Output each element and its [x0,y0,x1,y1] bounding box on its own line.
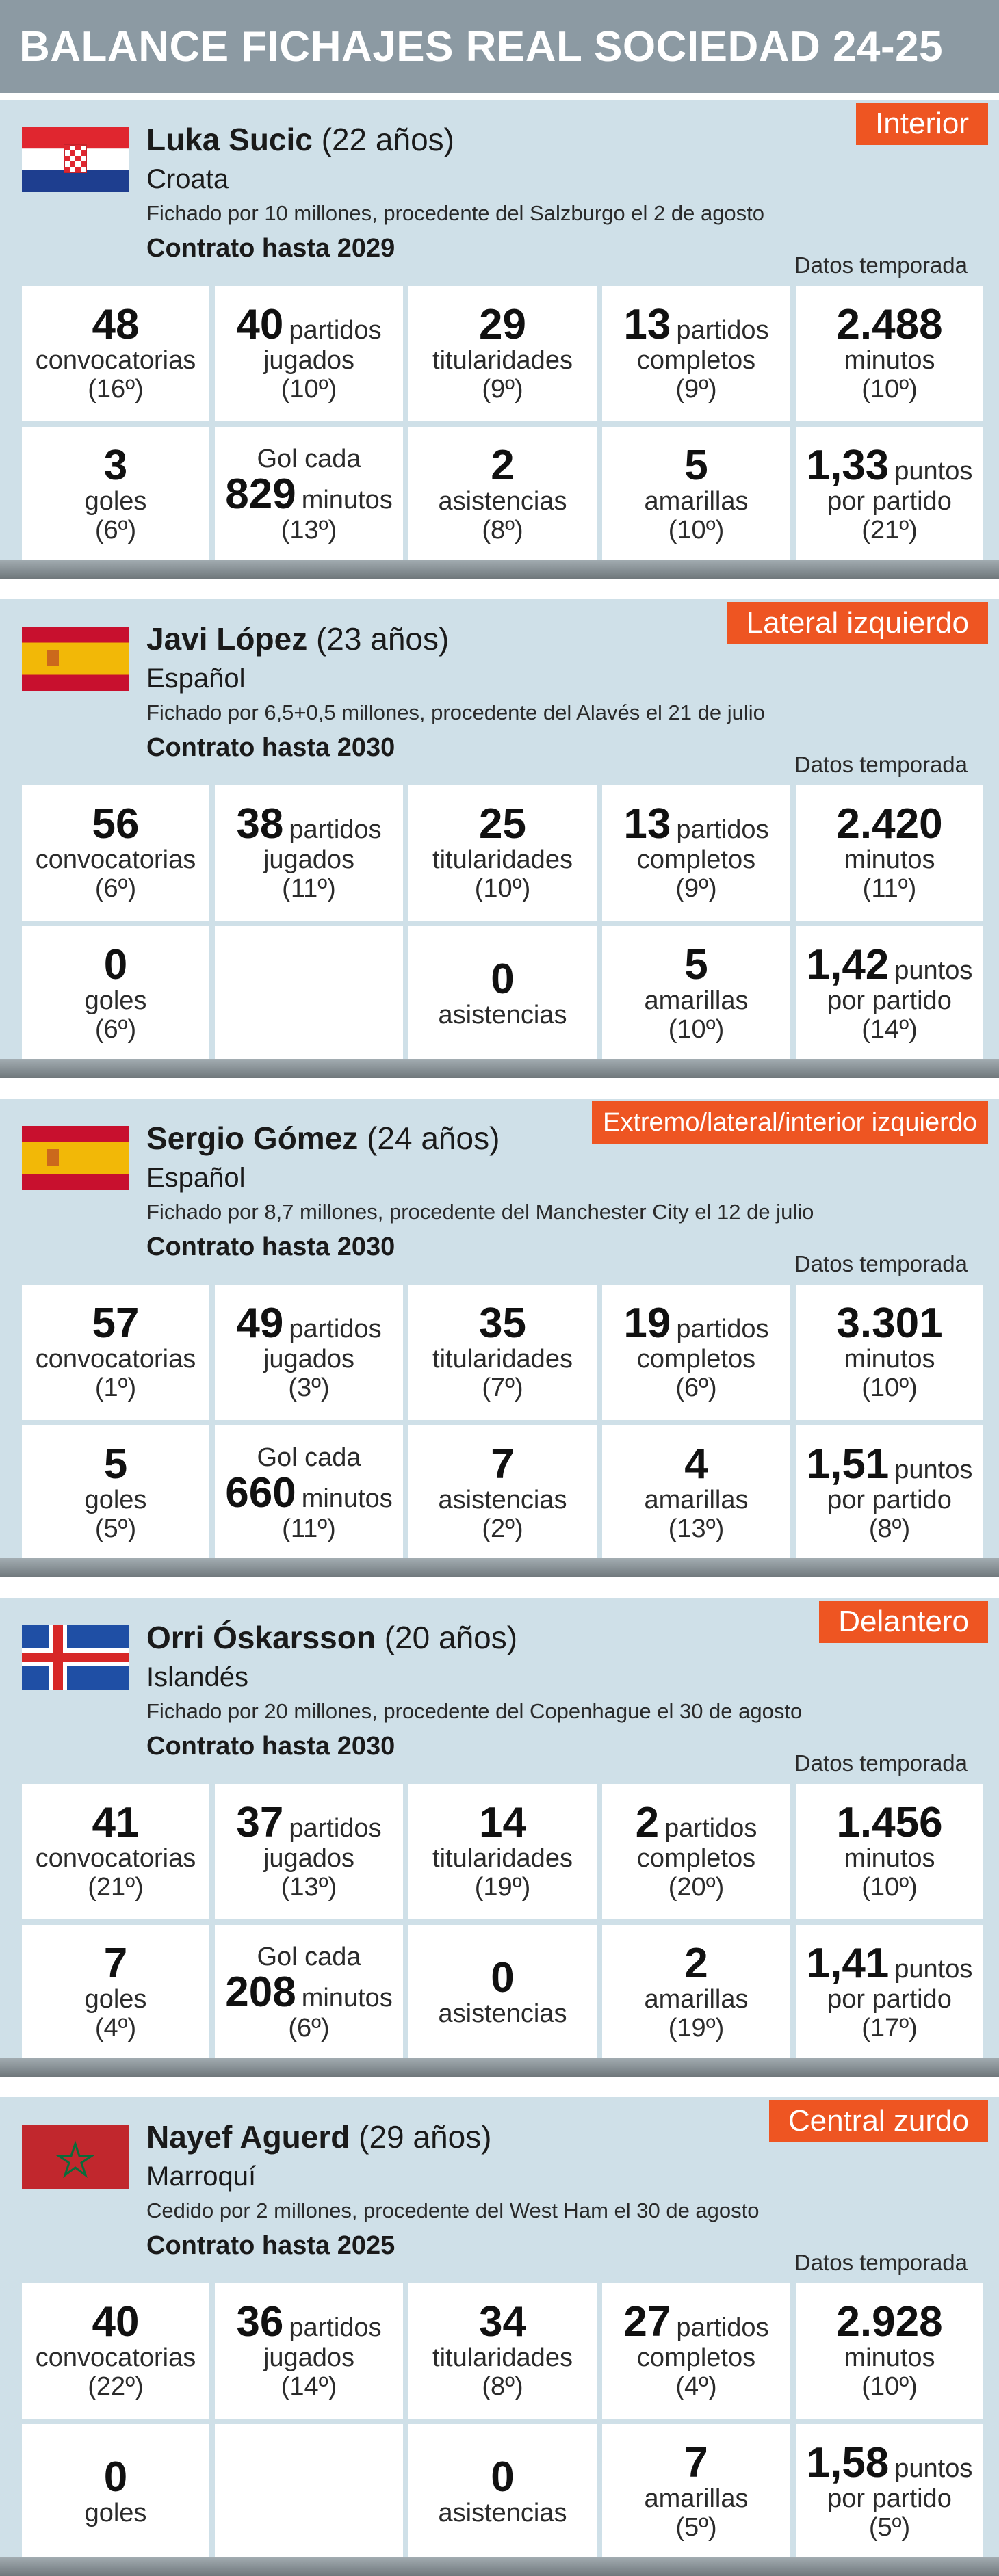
stat-rank: (21º) [88,1873,144,1902]
stat-label: convocatorias [35,1345,196,1374]
player-name [146,620,449,658]
stat-label: puntos [894,1456,973,1484]
stat-amarillas [602,427,790,562]
card-divider [0,2557,999,2576]
stat-label: puntos [894,2454,973,2483]
stat-label: minutos [844,845,935,874]
stat-value: 0 [103,2454,128,2501]
stat-rank: (9º) [482,375,523,404]
stat-rank: (19º) [474,1873,531,1902]
stat-label-secondary: jugados [263,346,355,375]
contract-info: Contrato hasta 2030 [146,733,395,762]
player-name [146,120,454,159]
stat-minutos [796,1285,983,1420]
stat-value-row [806,1940,973,1987]
stat-value: 7 [684,2439,708,2486]
stat-minutos [796,286,983,421]
stat-label-secondary: por partido [827,1486,952,1514]
stat-value-row [236,301,382,348]
stat-gol-cada [215,926,403,1062]
stat-convocatorias [22,286,209,421]
player-age: (20 años) [384,1620,518,1655]
stat-value: 0 [491,2454,515,2501]
stat-label-secondary: completos [636,2343,756,2372]
stat-convocatorias [22,1285,209,1420]
stat-value: 48 [92,301,140,348]
stat-jugados [215,1285,403,1420]
player-nationality: Marroquí [146,2161,257,2192]
player-name [146,1119,500,1157]
stats-grid [22,2283,983,2560]
player-age: (22 años) [321,122,454,157]
stat-value: 1,51 [806,1441,890,1488]
stat-value-row [623,800,769,847]
stat-convocatorias [22,785,209,921]
stat-rank: (8º) [482,2372,523,2401]
stat-goles [22,1925,209,2060]
stat-value: 1,58 [806,2439,890,2486]
stat-value-row [236,800,382,847]
stat-value: 2 [635,1799,660,1846]
stat-completos [602,2283,790,2419]
stat-value: 1,41 [806,1940,890,1987]
stat-label-secondary: jugados [263,845,355,874]
stat-value: 49 [236,1300,284,1347]
stat-label: Gol cada [257,1943,361,1971]
stat-rank: (10º) [281,375,337,404]
season-label: Datos temporada [794,1251,968,1276]
stat-rank: (16º) [88,375,144,404]
player-name-text: Nayef Aguerd [146,2119,350,2155]
stat-label: convocatorias [35,1844,196,1873]
player-name-text: Luka Sucic [146,122,313,157]
stat-label: Gol cada [257,1443,361,1472]
stats-grid [22,286,983,562]
stat-label-secondary: jugados [263,1844,355,1873]
stat-label-secondary: por partido [827,1985,952,2014]
stat-label: asistencias [438,487,567,516]
stat-label: puntos [894,1955,973,1984]
stat-titularidades [408,1285,597,1420]
stat-value: 34 [479,2298,526,2345]
transfer-info: Fichado por 20 millones, procedente del Copenhague el 30 de agosto [146,1699,803,1723]
stat-puntos [796,1425,983,1561]
card-divider [0,2058,999,2077]
stat-value: 25 [479,800,526,847]
stat-rank: (11º) [282,1514,336,1543]
stat-rank: (19º) [668,2014,725,2042]
stat-label: amarillas [644,2484,749,2513]
player-name-text: Sergio Gómez [146,1120,359,1156]
stat-jugados [215,785,403,921]
stat-value-row [225,1469,393,1516]
stat-goles [22,2424,209,2560]
stat-value-row [236,1799,382,1846]
position-tag: Extremo/lateral/interior izquierdo [592,1101,988,1144]
player-name-text: Javi López [146,621,308,657]
stat-value: 5 [103,1441,128,1488]
stat-label-secondary: por partido [827,986,952,1015]
stat-value: 40 [236,301,284,348]
page-header [0,0,999,93]
stat-titularidades [408,1784,597,1919]
stat-rank: (14º) [281,2372,337,2401]
stat-rank: (8º) [482,516,523,544]
stat-rank: (6º) [94,874,137,903]
stat-rank: (17º) [861,2014,918,2042]
stat-label: minutos [844,1345,935,1374]
stat-label: partidos [289,1814,382,1843]
stat-rank: (3º) [288,1374,330,1402]
stat-rank: (4º) [94,2014,137,2042]
stat-jugados [215,1784,403,1919]
stat-value: 3 [103,442,128,489]
stat-rank: (10º) [861,2372,918,2401]
stat-amarillas [602,2424,790,2560]
stat-convocatorias [22,1784,209,1919]
player-nationality: Español [146,663,246,694]
season-label: Datos temporada [794,752,968,777]
stat-value-row [623,301,769,348]
stat-value: 40 [92,2298,140,2345]
stat-label-secondary: minutos [301,1984,393,2012]
stat-label: asistencias [438,1486,567,1514]
transfer-info: Cedido por 2 millones, procedente del West Ham el 30 de agosto [146,2198,760,2222]
stat-value: 829 [225,471,296,518]
spain-flag [22,627,129,691]
stat-label: minutos [844,346,935,375]
player-card [0,599,999,1078]
stat-titularidades [408,286,597,421]
stat-label: asistencias [438,2499,567,2527]
stat-value-row [225,1971,393,2014]
stat-goles [22,1425,209,1561]
stat-value-row [236,2298,382,2345]
stat-titularidades [408,785,597,921]
position-tag: Interior [856,103,988,145]
stat-label: amarillas [644,1486,749,1514]
stat-value: 38 [236,800,284,847]
stat-value: 2.420 [836,800,943,847]
stat-puntos [796,427,983,562]
stat-label-secondary: completos [636,845,756,874]
stat-label: convocatorias [35,845,196,874]
stat-label: Gol cada [257,445,361,473]
stat-label: partidos [289,815,382,844]
stat-completos [602,1784,790,1919]
stat-label: asistencias [438,1001,567,1029]
stat-rank: (4º) [675,2372,717,2401]
stat-label: convocatorias [35,2343,196,2372]
stat-value: 7 [491,1441,515,1488]
stat-value: 41 [92,1799,140,1846]
stat-label: partidos [676,2313,769,2342]
page-title: BALANCE FICHAJES REAL SOCIEDAD 24-25 [19,23,944,70]
stat-completos [602,286,790,421]
stat-rank: (14º) [861,1015,918,1044]
stat-gol-cada [215,2424,403,2560]
stat-label: partidos [676,815,769,844]
stat-completos [602,1285,790,1420]
stat-label-secondary: completos [636,1844,756,1873]
contract-info: Contrato hasta 2029 [146,234,395,263]
stat-value: 2.928 [836,2298,943,2345]
stat-value-row [806,442,973,489]
stat-value: 5 [684,941,708,988]
stat-label: partidos [289,2313,382,2342]
stat-rank: (8º) [868,1514,911,1543]
stat-label: puntos [894,457,973,486]
player-card [0,2097,999,2576]
player-age: (23 años) [315,621,450,657]
card-divider [0,1059,999,1078]
spain-flag [22,1126,129,1190]
position-tag: Delantero [819,1601,988,1643]
stat-label-secondary: jugados [263,2343,355,2372]
stat-value: 37 [236,1799,284,1846]
stat-label: goles [84,487,147,516]
stat-rank: (21º) [861,516,918,544]
stat-value: 19 [623,1300,671,1347]
stat-value: 57 [92,1300,140,1347]
player-age: (29 años) [359,2119,492,2155]
stat-label-secondary: jugados [263,1345,355,1374]
stat-value-row [806,2439,973,2486]
stat-value: 2 [684,1940,708,1987]
stat-label: goles [84,1486,147,1514]
transfer-info: Fichado por 10 millones, procedente del Salzburgo el 2 de agosto [146,201,765,225]
stat-jugados [215,286,403,421]
player-name [146,1618,517,1657]
stat-value: 36 [236,2298,284,2345]
stat-gol-cada [215,427,403,562]
stat-value: 7 [103,1940,128,1987]
stat-asistencias [408,1425,597,1561]
stat-rank: (5º) [868,2513,911,2542]
player-nationality: Croata [146,164,229,194]
stat-label-secondary: minutos [301,486,393,514]
stat-rank: (5º) [675,2513,717,2542]
stat-minutos [796,2283,983,2419]
stat-label-secondary: por partido [827,2484,952,2513]
player-name [146,2118,492,2156]
stat-puntos [796,1925,983,2060]
stat-rank: (1º) [94,1374,137,1402]
stat-rank: (10º) [668,1015,725,1044]
stat-label: amarillas [644,487,749,516]
stat-value-row [236,1302,381,1345]
stat-value-row [635,1799,757,1846]
player-age: (24 años) [367,1120,500,1156]
stat-gol-cada [215,1425,403,1561]
stat-label: partidos [676,1315,769,1343]
stat-label-secondary: completos [636,1345,756,1374]
stat-amarillas [602,1425,790,1561]
stat-puntos [796,926,983,1062]
stats-grid [22,1285,983,1561]
stat-rank: (22º) [88,2372,144,2401]
stat-label-secondary: completos [636,346,756,375]
stat-completos [602,785,790,921]
stat-rank: (10º) [474,874,531,903]
stat-value: 208 [225,1969,296,2016]
stat-value: 0 [491,1954,515,2001]
stat-rank: (6º) [675,1374,717,1402]
stat-rank: (11º) [282,874,336,903]
stat-value: 0 [103,941,128,988]
stat-value: 3.301 [836,1300,943,1347]
stat-amarillas [602,1925,790,2060]
season-label: Datos temporada [794,1750,968,1776]
croatia-flag [22,127,129,192]
stat-value: 1,42 [806,941,890,988]
player-card [0,1099,999,1577]
stat-label: titularidades [432,1844,573,1873]
stat-value: 27 [623,2298,671,2345]
stat-value: 13 [623,301,671,348]
stat-rank: (5º) [94,1514,137,1543]
stat-value: 1.456 [836,1799,943,1846]
stat-rank: (9º) [675,874,717,903]
player-name-text: Orri Óskarsson [146,1620,376,1655]
card-divider [0,560,999,579]
stat-value: 1,33 [806,442,890,489]
stat-value: 2.488 [836,301,943,348]
stat-asistencias [408,427,597,562]
stat-value: 29 [479,301,526,348]
stat-goles [22,926,209,1062]
stat-amarillas [602,926,790,1062]
stat-label: minutos [844,1844,935,1873]
stat-value: 2 [491,442,515,489]
stat-rank: (10º) [861,375,918,404]
stat-value: 56 [92,800,140,847]
stat-minutos [796,785,983,921]
stat-label: amarillas [644,986,749,1015]
stat-label: titularidades [432,845,573,874]
stat-label-secondary: minutos [301,1484,393,1513]
stat-rank: (10º) [861,1873,918,1902]
stat-rank: (2º) [482,1514,523,1543]
player-card [0,100,999,579]
stat-rank: (6º) [94,1015,137,1044]
stat-gol-cada [215,1925,403,2060]
stat-label: convocatorias [35,346,196,375]
transfer-info: Fichado por 6,5+0,5 millones, procedente del Alavés el 21 de julio [146,700,765,724]
stat-label: partidos [289,316,382,345]
stat-label: titularidades [432,346,573,375]
position-tag: Lateral izquierdo [727,602,988,644]
season-label: Datos temporada [794,252,968,278]
stat-jugados [215,2283,403,2419]
iceland-flag [22,1625,129,1690]
stats-grid [22,785,983,1062]
stat-rank: (6º) [94,516,137,544]
stat-asistencias [408,2424,597,2560]
player-card [0,1598,999,2077]
stat-titularidades [408,2283,597,2419]
stat-puntos [796,2424,983,2560]
stat-label: asistencias [438,1999,567,2028]
stat-label: titularidades [432,2343,573,2372]
stat-value-row [806,941,973,988]
player-nationality: Español [146,1163,246,1193]
stat-label: minutos [844,2343,935,2372]
stat-rank: (13º) [668,1514,725,1543]
stat-label: goles [84,986,147,1015]
stat-value-row [623,1302,768,1345]
stat-value: 13 [623,800,671,847]
stat-rank: (7º) [482,1374,523,1402]
season-label: Datos temporada [794,2250,968,2275]
stat-label-secondary: por partido [827,487,952,516]
stat-value: 0 [491,956,515,1003]
contract-info: Contrato hasta 2025 [146,2231,395,2260]
stat-minutos [796,1784,983,1919]
stat-rank: (20º) [668,1873,725,1902]
stat-value: 35 [479,1300,526,1347]
stat-rank: (6º) [288,2014,330,2042]
stat-value: 5 [684,442,708,489]
stat-label: partidos [289,1315,382,1343]
stat-label: partidos [664,1814,757,1843]
stat-asistencias [408,1925,597,2060]
stat-rank: (10º) [668,516,725,544]
stats-grid [22,1784,983,2060]
stat-value: 14 [479,1799,526,1846]
stat-goles [22,427,209,562]
stat-label: goles [84,1985,147,2014]
position-tag: Central zurdo [769,2100,988,2142]
contract-info: Contrato hasta 2030 [146,1732,395,1761]
stat-rank: (13º) [281,516,337,544]
stat-label: puntos [894,956,973,985]
stat-rank: (10º) [861,1374,918,1402]
contract-info: Contrato hasta 2030 [146,1233,395,1261]
player-nationality: Islandés [146,1662,248,1692]
morocco-flag [22,2125,129,2189]
stat-label: partidos [676,316,769,345]
stat-value-row [807,1443,973,1486]
stat-convocatorias [22,2283,209,2419]
stat-label: goles [84,2499,147,2527]
stat-rank: (13º) [281,1873,337,1902]
stat-rank: (9º) [675,375,717,404]
card-divider [0,1558,999,1577]
stat-label: titularidades [432,1345,573,1374]
stat-rank: (11º) [862,874,917,903]
stat-value: 4 [684,1441,708,1488]
stat-value-row [225,473,393,516]
stat-label: amarillas [644,1985,749,2014]
stat-asistencias [408,926,597,1062]
stat-value: 660 [225,1469,296,1516]
stat-value-row [623,2298,769,2345]
transfer-info: Fichado por 8,7 millones, procedente del Manchester City el 12 de julio [146,1200,814,1224]
